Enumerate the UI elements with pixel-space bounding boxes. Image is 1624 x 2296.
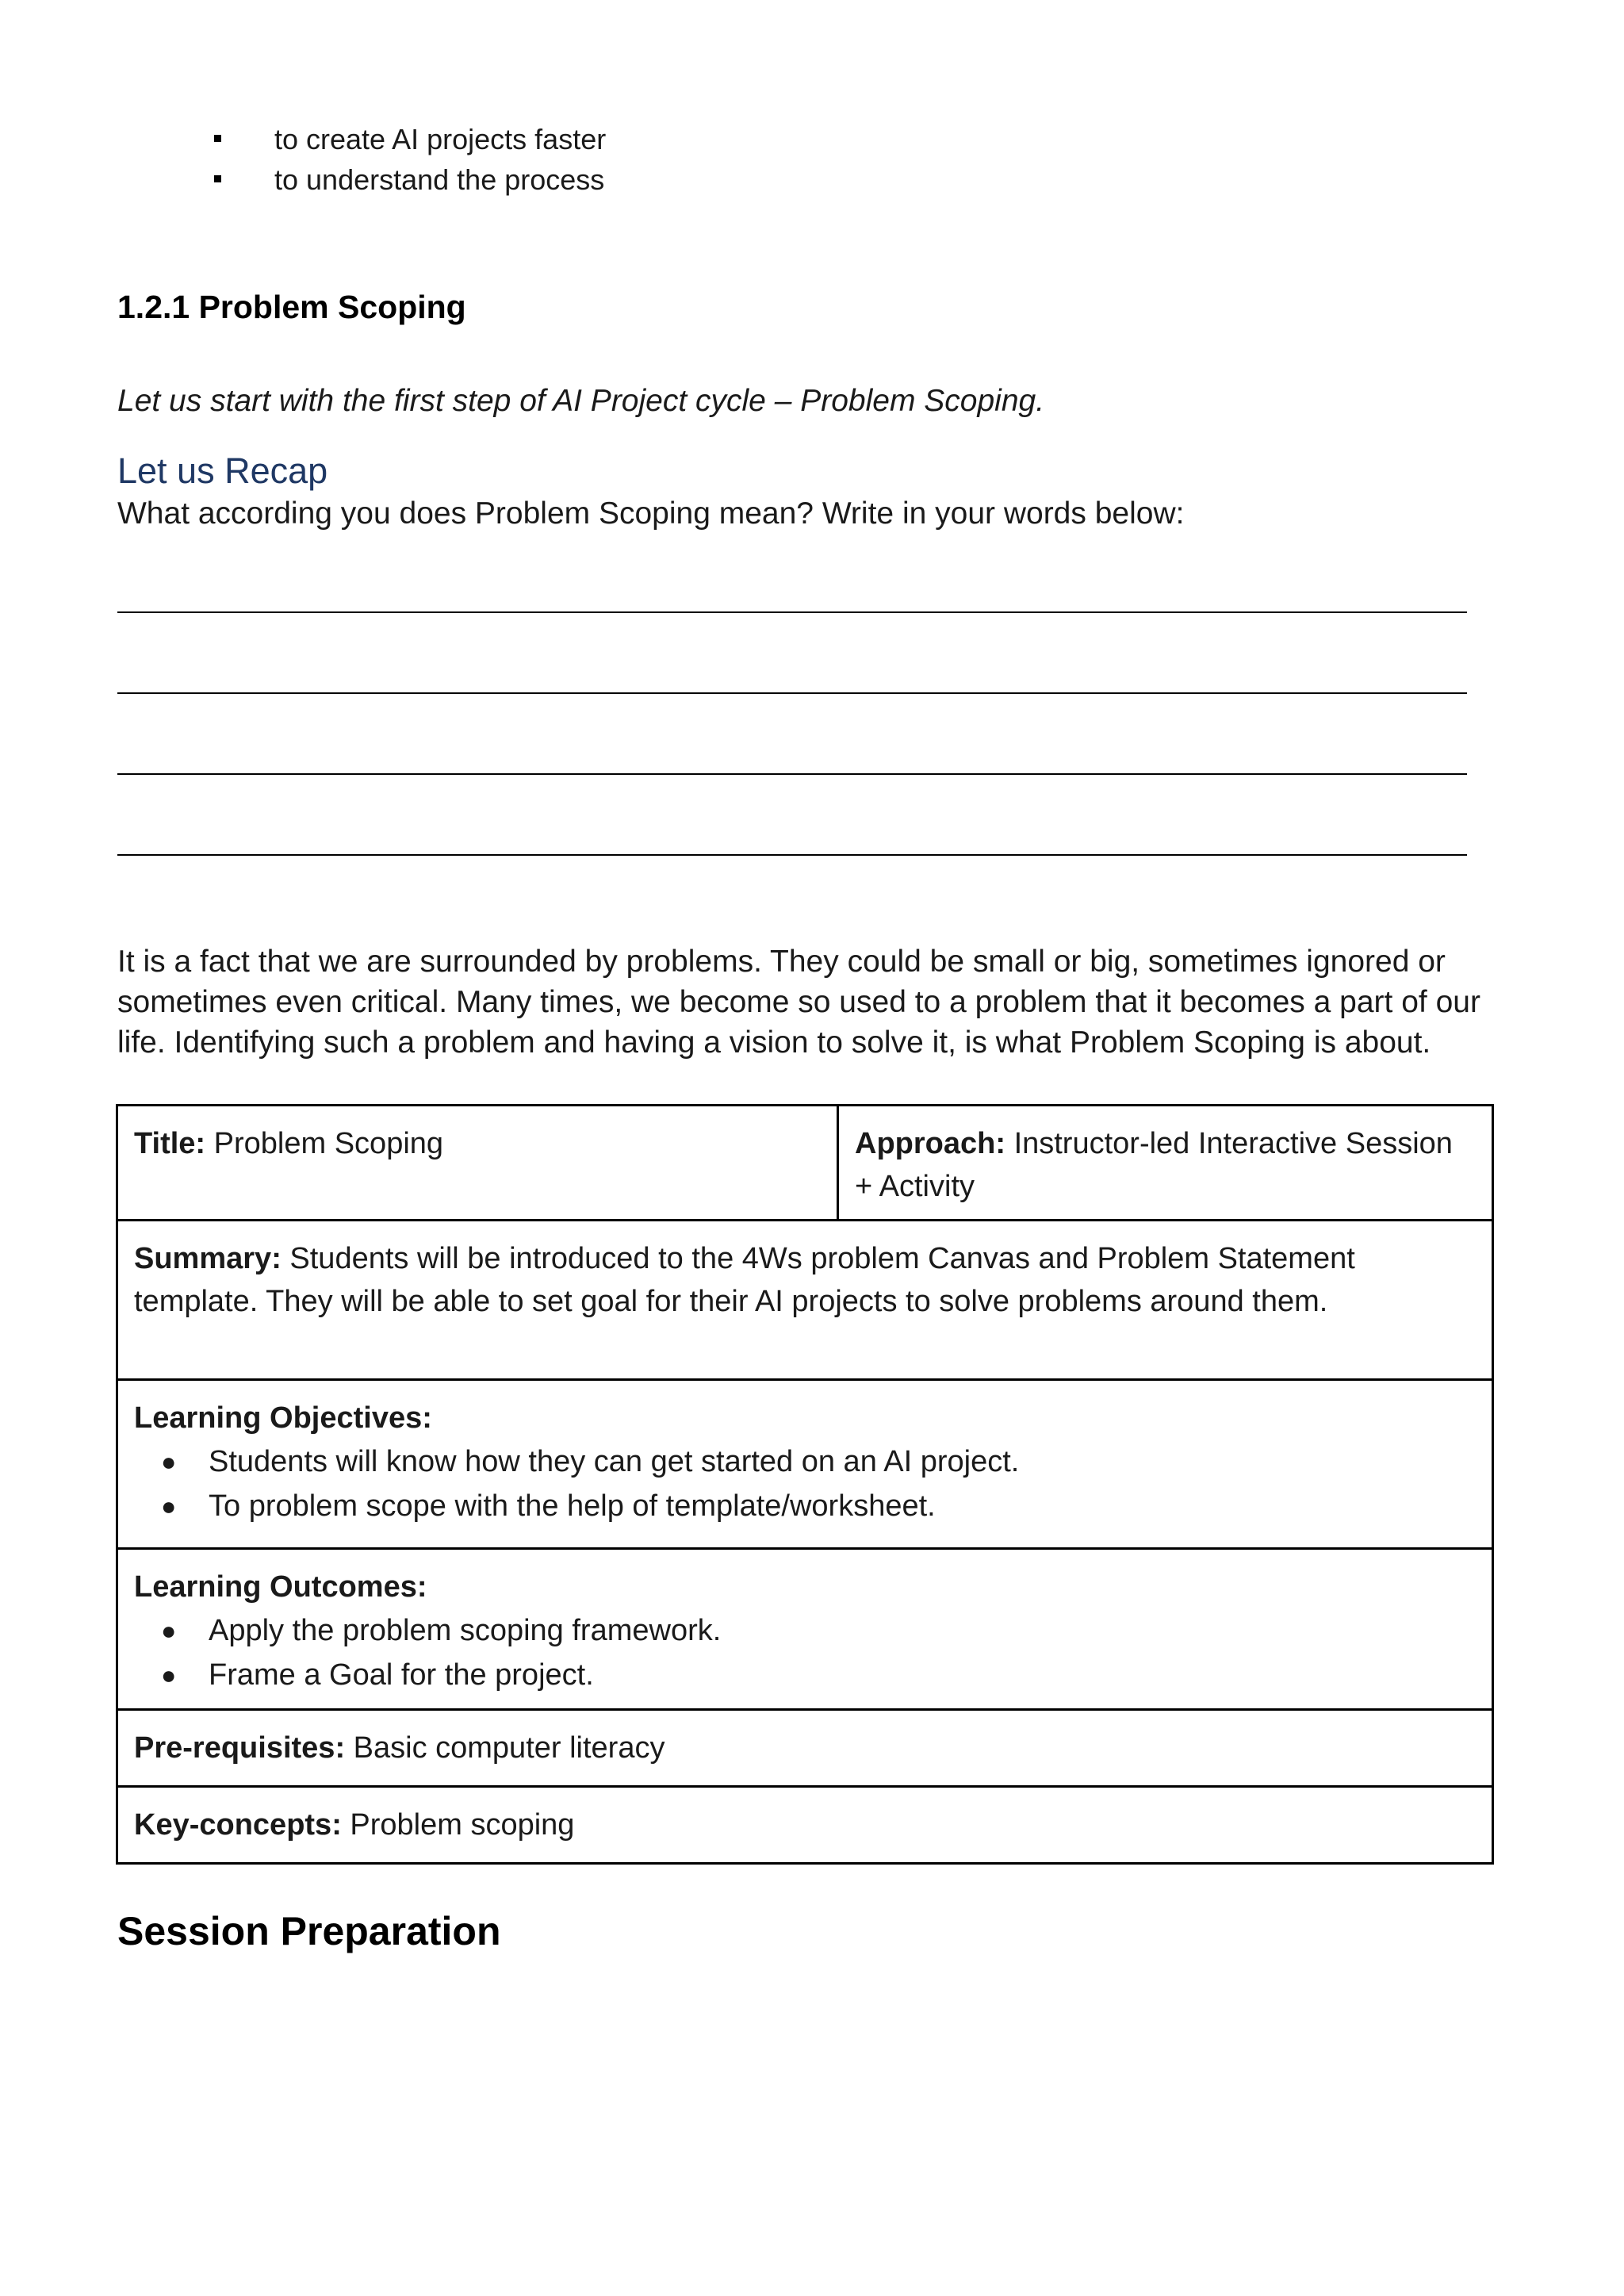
- session-heading: Session Preparation: [117, 1909, 501, 1953]
- objectives-label: Learning Objectives:: [134, 1401, 432, 1435]
- approach-label: Approach:: [855, 1127, 1005, 1160]
- prereq-label: Pre-requisites:: [134, 1731, 346, 1765]
- keyconcepts-label: Key-concepts:: [134, 1808, 342, 1842]
- approach-cell: [838, 1106, 1493, 1221]
- list-item: [213, 119, 606, 159]
- list-item: ● Students will know how they can get started on an AI project.: [209, 1439, 1476, 1484]
- answer-line[interactable]: [117, 854, 1467, 856]
- list-item: ● Frame a Goal for the project.: [209, 1653, 1476, 1697]
- table-row: [117, 1787, 1493, 1864]
- title-label: Title:: [134, 1127, 206, 1160]
- objectives-list: [134, 1439, 1476, 1528]
- table-row: [117, 1221, 1493, 1380]
- section-heading: 1.2.1 Problem Scoping: [117, 289, 466, 325]
- title-cell: [117, 1106, 838, 1221]
- summary-value: Students will be introduced to the 4Ws problem Canvas and Problem Statement template. They will be able to set goal for their AI projects to solve problems around them.: [134, 1242, 1355, 1318]
- title-value: Problem Scoping: [213, 1127, 444, 1160]
- keyconcepts-value: Problem scoping: [350, 1808, 575, 1842]
- table-row: [117, 1106, 1493, 1221]
- body-paragraph: It is a fact that we are surrounded by problems. They could be small or big, sometimes ignored or sometimes even critical. Many times, we become so used to a problem that it becomes a part of our life. Identifying such a problem and having a vision to solve it, is what Problem Scoping is about.: [117, 945, 1480, 1060]
- keyconcepts-cell: [117, 1787, 1493, 1864]
- square-bullet-icon: [214, 135, 221, 142]
- summary-label: Summary:: [134, 1242, 282, 1275]
- prereq-cell: [117, 1710, 1493, 1787]
- lesson-plan-table: [116, 1104, 1494, 1865]
- table-row: [117, 1380, 1493, 1549]
- table-row: [117, 1549, 1493, 1710]
- table-row: [117, 1710, 1493, 1787]
- bullet-text: to create AI projects faster: [274, 123, 607, 155]
- square-bullet-icon: [214, 175, 221, 182]
- list-item: ● To problem scope with the help of template/worksheet.: [209, 1484, 1476, 1528]
- bullet-text: to understand the process: [274, 163, 605, 196]
- answer-line[interactable]: [117, 773, 1467, 775]
- top-bullet-list: [213, 119, 606, 200]
- intro-text: Let us start with the first step of AI Project cycle – Problem Scoping.: [117, 384, 1045, 418]
- answer-line[interactable]: [117, 611, 1467, 613]
- answer-line[interactable]: [117, 692, 1467, 694]
- approach-value: Instructor-led Interactive Session + Activity: [855, 1127, 1453, 1203]
- outcomes-list: [134, 1608, 1476, 1697]
- recap-title: Let us Recap: [117, 450, 328, 491]
- outcomes-cell: [117, 1549, 1493, 1710]
- recap-question: What according you does Problem Scoping mean? Write in your words below:: [117, 496, 1185, 531]
- objectives-cell: [117, 1380, 1493, 1549]
- summary-cell: [117, 1221, 1493, 1380]
- prereq-value: Basic computer literacy: [353, 1731, 665, 1765]
- list-item: ● Apply the problem scoping framework.: [209, 1608, 1476, 1653]
- outcomes-label: Learning Outcomes:: [134, 1570, 427, 1604]
- list-item: [213, 159, 606, 200]
